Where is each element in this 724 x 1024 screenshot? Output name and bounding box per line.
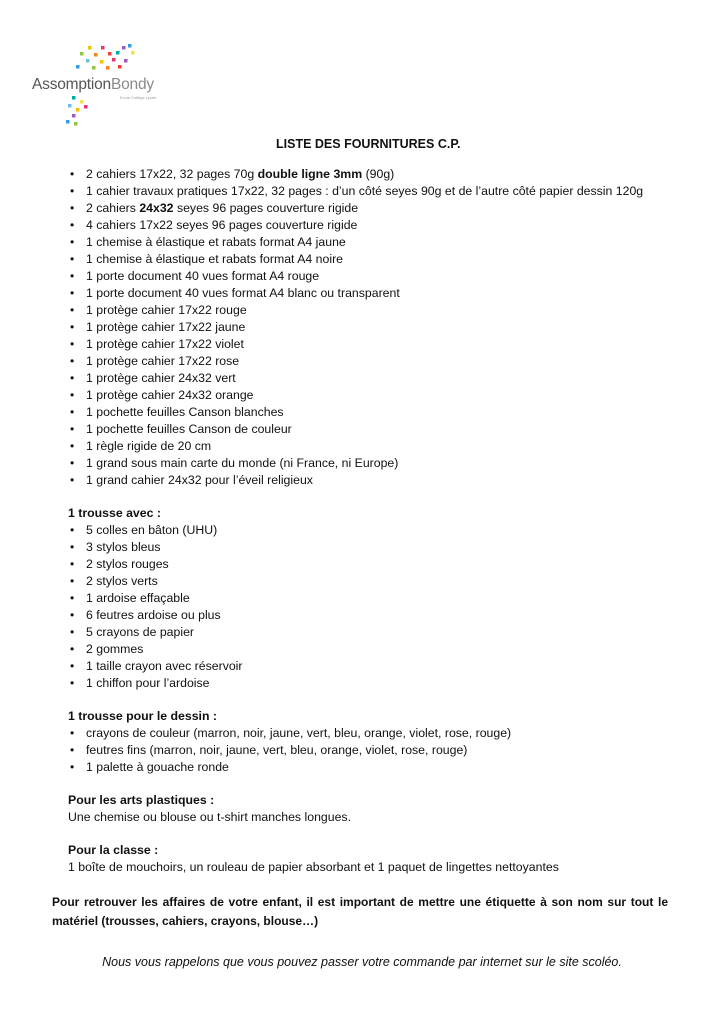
logo-dot xyxy=(88,46,92,50)
list-item xyxy=(68,353,688,370)
school-logo xyxy=(28,42,178,128)
logo-dot xyxy=(94,53,98,57)
list-item: • 5 colles en bâton (UHU) xyxy=(68,522,688,539)
list-item xyxy=(68,200,688,217)
logo-dot xyxy=(86,59,90,63)
logo-text-assomption: Assomption xyxy=(32,76,111,93)
item-text: 1 règle rigide de 20 cm xyxy=(86,439,212,453)
item-text: 1 grand sous main carte du monde (ni France, ni Europe) xyxy=(86,456,399,470)
item-text: 1 grand cahier 24x32 pour l’éveil religieux xyxy=(86,473,313,487)
list-item xyxy=(68,285,688,302)
classe-heading: Pour la classe : xyxy=(68,843,159,857)
item-text: 1 protège cahier 17x22 violet xyxy=(86,337,244,351)
item-text-bold: double ligne 3mm xyxy=(257,167,363,181)
logo-dot xyxy=(74,122,78,126)
logo-text-bondy: Bondy xyxy=(110,76,154,93)
list-item: • 2 stylos verts xyxy=(68,573,688,590)
list-item: • 3 stylos bleus xyxy=(68,539,688,556)
item-text: 1 chemise à élastique et rabats format A4 jaune xyxy=(86,235,346,249)
item-text-bold: 24x32 xyxy=(139,201,174,215)
logo-dot xyxy=(124,59,128,63)
arts-heading: Pour les arts plastiques : xyxy=(68,793,215,807)
list-item xyxy=(68,183,688,200)
list-item xyxy=(68,166,688,183)
item-text: 1 chemise à élastique et rabats format A4 noire xyxy=(86,252,344,266)
item-text: 4 cahiers 17x22 seyes 96 pages couverture rigide xyxy=(86,218,358,232)
logo-dot xyxy=(84,105,88,109)
logo-dot xyxy=(116,51,120,55)
logo-dot xyxy=(76,65,80,69)
item-text: 1 protège cahier 17x22 rouge xyxy=(86,303,247,317)
list-item xyxy=(68,234,688,251)
list-item xyxy=(68,438,688,455)
list-item xyxy=(68,455,688,472)
logo-dot xyxy=(100,60,104,64)
logo-dot xyxy=(122,46,126,50)
item-text: 1 protège cahier 24x32 vert xyxy=(86,371,236,385)
logo-dot xyxy=(66,120,70,124)
item-text: 1 pochette feuilles Canson de couleur xyxy=(86,422,292,436)
trousse-list xyxy=(68,522,688,692)
list-item: • 1 palette à gouache ronde xyxy=(68,759,688,776)
item-text: 1 protège cahier 24x32 orange xyxy=(86,388,254,402)
logo-dot xyxy=(68,104,72,108)
list-item: • 2 gommes xyxy=(68,641,688,658)
footer-reminder: Nous vous rappelons que vous pouvez passer votre commande par internet sur le site scoléo. xyxy=(102,955,622,969)
logo-dot xyxy=(76,108,80,112)
classe-text: 1 boîte de mouchoirs, un rouleau de papier absorbant et 1 paquet de lingettes nettoyantes xyxy=(68,860,559,874)
logo-dot xyxy=(108,52,112,56)
logo-dot xyxy=(72,114,76,118)
item-text: 1 porte document 40 vues format A4 blanc ou transparent xyxy=(86,286,400,300)
list-item xyxy=(68,302,688,319)
item-text-suffix: seyes 96 pages couverture rigide xyxy=(173,201,359,215)
item-text-suffix: (90g) xyxy=(362,167,395,181)
trousse-dessin-heading: 1 trousse pour le dessin : xyxy=(68,709,217,723)
logo-subtitle: Ecole Collège Lycée xyxy=(120,95,157,100)
list-item: • 1 ardoise effaçable xyxy=(68,590,688,607)
list-item xyxy=(68,319,688,336)
logo-dot xyxy=(80,52,84,56)
main-supply-list xyxy=(68,166,688,489)
list-item: • 1 chiffon pour l’ardoise xyxy=(68,675,688,692)
page-title: LISTE DES FOURNITURES C.P. xyxy=(276,137,461,151)
list-item: • feutres fins (marron, noir, jaune, vert, bleu, orange, violet, rose, rouge) xyxy=(68,742,688,759)
trousse-heading: 1 trousse avec : xyxy=(68,506,161,520)
item-text: 2 cahiers xyxy=(86,201,140,215)
supply-list xyxy=(68,166,688,876)
logo-dot xyxy=(118,65,122,69)
item-text: 1 cahier travaux pratiques 17x22, 32 pages : d’un côté seyes 90g et de l’autre côté papier dessin 120g xyxy=(86,184,644,198)
list-item: • 6 feutres ardoise ou plus xyxy=(68,607,688,624)
item-text: 1 protège cahier 17x22 rose xyxy=(86,354,240,368)
logo-dot xyxy=(112,58,116,62)
trousse-dessin-list xyxy=(68,725,688,776)
list-item xyxy=(68,370,688,387)
list-item xyxy=(68,217,688,234)
list-item xyxy=(68,336,688,353)
list-item xyxy=(68,251,688,268)
list-item xyxy=(68,404,688,421)
logo-dot xyxy=(72,96,76,100)
list-item xyxy=(68,472,688,489)
logo-dot xyxy=(101,46,105,50)
logo-dot xyxy=(92,66,96,70)
logo-dot xyxy=(131,51,135,55)
item-text: 1 protège cahier 17x22 jaune xyxy=(86,320,246,334)
list-item xyxy=(68,268,688,285)
logo-dot xyxy=(106,66,110,70)
arts-text: Une chemise ou blouse ou t-shirt manches longues. xyxy=(68,810,351,824)
list-item: • 1 taille crayon avec réservoir xyxy=(68,658,688,675)
logo-dot xyxy=(128,44,132,48)
item-text: 1 porte document 40 vues format A4 rouge xyxy=(86,269,320,283)
list-item xyxy=(68,421,688,438)
list-item xyxy=(68,387,688,404)
list-item: • crayons de couleur (marron, noir, jaune, vert, bleu, orange, violet, rose, rouge) xyxy=(68,725,688,742)
item-text: 1 pochette feuilles Canson blanches xyxy=(86,405,284,419)
labeling-note: Pour retrouver les affaires de votre enfant, il est important de mettre une étiquette à son nom sur tout le matériel (trousses, cahiers, crayons, blouse…) xyxy=(52,895,668,928)
list-item: • 5 crayons de papier xyxy=(68,624,688,641)
logo-wordmark xyxy=(32,76,154,94)
item-text: 2 cahiers 17x22, 32 pages 70g xyxy=(86,167,258,181)
list-item: • 2 stylos rouges xyxy=(68,556,688,573)
logo-dot xyxy=(80,100,84,104)
